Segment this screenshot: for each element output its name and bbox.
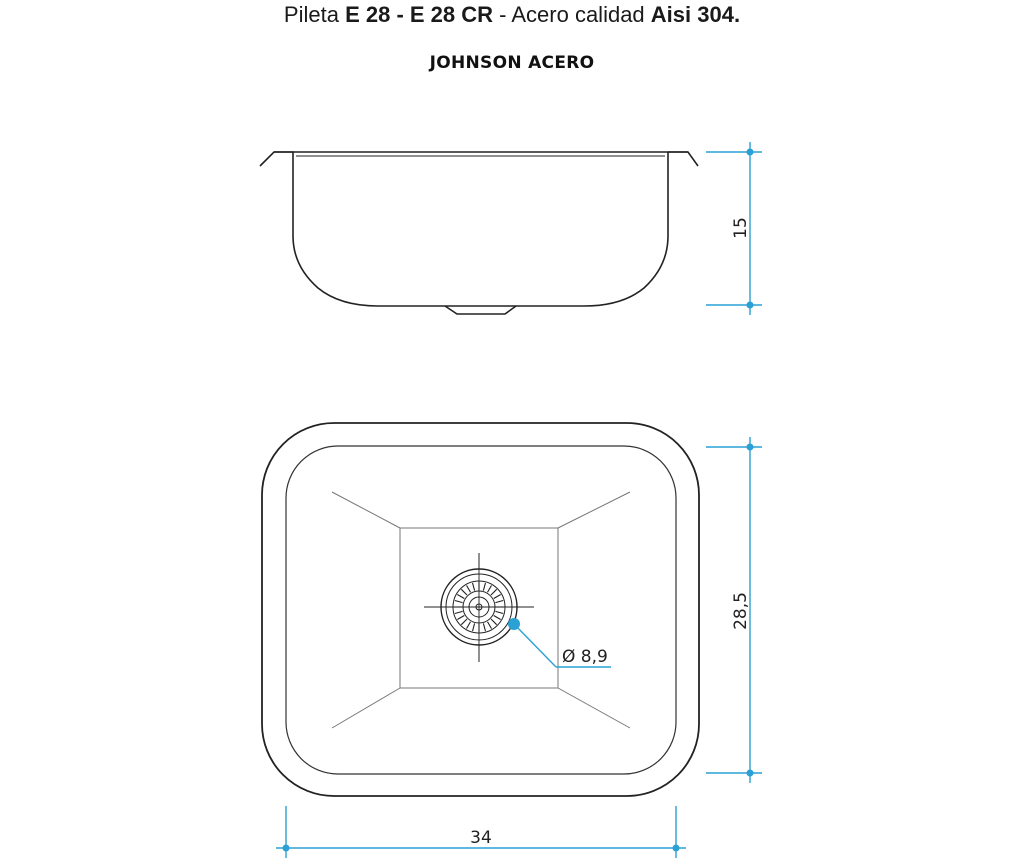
drain-diameter-label: Ø 8,9	[562, 647, 608, 667]
width-dot-right	[673, 845, 680, 852]
side-view	[260, 152, 698, 314]
depth-dot-bottom	[747, 302, 754, 309]
title-material-label: - Acero calidad	[493, 2, 651, 27]
drain-strainer	[424, 553, 534, 662]
width-dot-left	[283, 845, 290, 852]
corner-slope-br	[558, 688, 630, 728]
width-label: 34	[470, 828, 492, 848]
drain-leader-diagonal	[514, 624, 556, 667]
corner-slope-tr	[558, 492, 630, 528]
title-material-grade: Aisi 304.	[650, 2, 741, 27]
drain-outlet-profile	[445, 306, 516, 314]
title-prefix: Pileta	[283, 2, 346, 27]
length-dot-bottom	[747, 770, 754, 777]
depth-label: 15	[731, 217, 751, 239]
sink-side-rim-right	[668, 152, 698, 166]
corner-slope-bl	[332, 688, 400, 728]
brand-name: JOHNSON ACERO	[429, 53, 595, 73]
sink-side-profile	[260, 152, 668, 306]
corner-slope-tl	[332, 492, 400, 528]
length-label: 28,5	[731, 592, 751, 630]
length-dot-top	[747, 444, 754, 451]
depth-dot-top	[747, 149, 754, 156]
title-model: E 28 - E 28 CR	[345, 2, 494, 27]
